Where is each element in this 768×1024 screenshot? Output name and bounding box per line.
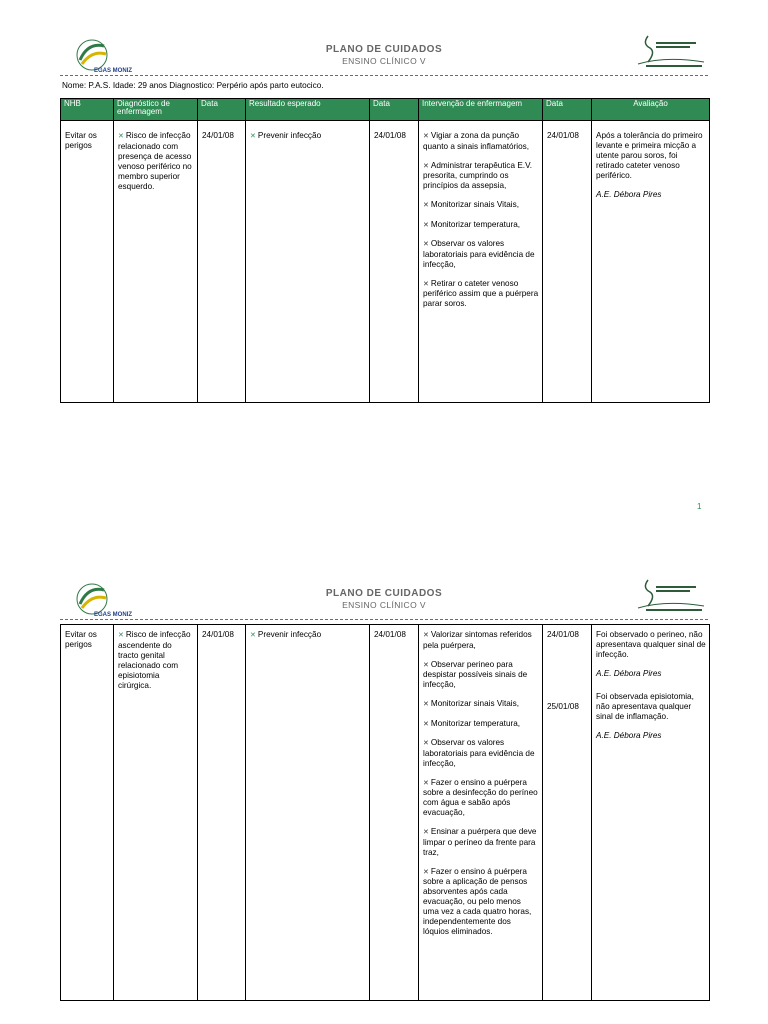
signature: A.E. Débora Pires (596, 731, 662, 740)
col-header-date: Data (370, 99, 419, 121)
document-title: PLANO DE CUIDADOS (325, 588, 443, 599)
intervention-item: ✕ Monitorizar temperatura, (423, 219, 521, 229)
signature: A.E. Débora Pires (596, 190, 662, 199)
intervention-item: ✕ Fazer o ensino a puérpera sobre a desinfecção do períneo com água e sabão após evacuação, (423, 777, 538, 818)
page-number: 1 (697, 502, 702, 511)
bullet-icon: ✕ (423, 740, 429, 748)
date-cell: 24/01/08 25/01/08 (543, 625, 592, 1001)
intervention-item: ✕ Observar os valores laboratoriais para evidência de infecção, (423, 239, 535, 269)
intervention-cell (419, 121, 543, 403)
bullet-icon: ✕ (423, 202, 429, 210)
bullet-icon: ✕ (250, 133, 256, 140)
date-cell: 24/01/08 (370, 625, 419, 1001)
page-header (60, 30, 708, 76)
evaluation-text: Após a tolerância do primeiro levante e primeira micção a utente parou soros, foi retirado cateter venoso periférico. (596, 131, 703, 180)
document-page-2 (0, 574, 768, 937)
intervention-item: ✕ Monitorizar sinais Vitais, (423, 699, 519, 709)
document-page-1 (0, 30, 768, 309)
intervention-cell (419, 625, 543, 1001)
diagnosis-cell: ✕ Risco de infecção ascendente do tracto genital relacionado com episiotomia cirúrgica. (114, 625, 198, 1001)
header-divider (60, 619, 708, 620)
document-title: PLANO DE CUIDADOS (325, 44, 443, 55)
col-header-evaluation: Avaliação (592, 99, 710, 121)
bullet-icon: ✕ (423, 632, 429, 639)
outcome-cell: ✕ Prevenir infecção (246, 625, 370, 1001)
intervention-item: ✕ Fazer o ensino á puérpera sobre a aplicação de pensos absorventes após cada evacuação, ou pelo menos uma vez a cada quatro horas, independentemente dos lóquios eliminados. (423, 866, 532, 937)
col-header-outcome: Resultado esperado (246, 99, 370, 121)
bullet-icon: ✕ (423, 868, 429, 876)
nhb-cell: Evitar os perigos (61, 121, 114, 403)
evaluation-text: Foi observado o perineo, não apresentava qualquer sinal de infecção. (596, 630, 706, 659)
evaluation-text: Foi observada episiotomia, não apresentava qualquer sinal de inflamação. (596, 692, 694, 721)
diagnosis-cell: ✕ Risco de infecção relacionado com presença de acesso venoso periférico no membro superior esquerdo. (114, 121, 198, 403)
date-cell: 24/01/08 (198, 121, 246, 403)
date-cell: 24/01/08 (198, 625, 246, 1001)
table-row (61, 625, 710, 1001)
table-row (61, 121, 710, 403)
bullet-icon: ✕ (423, 133, 429, 140)
document-subtitle: ENSINO CLÍNICO V (342, 56, 426, 66)
bullet-icon: ✕ (423, 829, 429, 837)
svg-text:EGAS MONIZ: EGAS MONIZ (94, 68, 133, 74)
hospital-logo (636, 578, 706, 614)
col-header-diagnosis: Diagnóstico de enfermagem (114, 99, 198, 121)
bullet-icon: ✕ (423, 720, 429, 728)
intervention-item: ✕ Observar perineo para despistar possíveis sinais de infecção, (423, 659, 528, 690)
intervention-item: ✕ Retirar o cateter venoso periférico assim que a puérpera parar soros. (423, 278, 539, 309)
intervention-item: ✕ Monitorizar sinais Vitais, (423, 200, 519, 210)
patient-info: Nome: P.A.S. Idade: 29 anos Diagnostico: Perpério após parto eutocico. (62, 81, 324, 90)
signature: A.E. Débora Pires (596, 669, 662, 678)
bullet-icon: ✕ (423, 779, 429, 787)
bullet-icon: ✕ (118, 133, 124, 140)
evaluation-cell (592, 121, 710, 403)
outcome-cell: ✕ Prevenir infecção (246, 121, 370, 403)
intervention-item: ✕ Ensinar a puérpera que deve limpar o períneo da frente para traz, (423, 827, 537, 857)
intervention-item: ✕ Administrar terapêutica E.V. presorita, cumprindo os princípios da assepsia, (423, 160, 533, 191)
bullet-icon: ✕ (423, 701, 429, 709)
intervention-item: ✕ Valorizar sintomas referidos pela puérpera, (423, 630, 532, 650)
document-subtitle: ENSINO CLÍNICO V (342, 600, 426, 610)
col-header-date: Data (198, 99, 246, 121)
nhb-cell: Evitar os perigos (61, 625, 114, 1001)
intervention-item: ✕ Vigiar a zona da punção quanto a sinais inflamatórios, (423, 131, 530, 151)
bullet-icon: ✕ (423, 241, 429, 249)
bullet-icon: ✕ (118, 632, 124, 639)
date-cell: 24/01/08 (370, 121, 419, 403)
intervention-item: ✕ Monitorizar temperatura, (423, 718, 521, 728)
svg-text:EGAS MONIZ: EGAS MONIZ (94, 612, 133, 618)
page-header (60, 574, 708, 620)
intervention-item: ✕ Observar os valores laboratoriais para evidência de infecção, (423, 738, 535, 768)
table-header-row (61, 99, 710, 121)
col-header-intervention: Intervenção de enfermagem (419, 99, 543, 121)
col-header-date: Data (543, 99, 592, 121)
evaluation-cell (592, 625, 710, 1001)
col-header-nhb: NHB (61, 99, 114, 121)
care-plan-table-2 (60, 624, 710, 1001)
hospital-logo (636, 34, 706, 70)
bullet-icon: ✕ (423, 280, 429, 288)
date-cell: 24/01/08 (543, 121, 592, 403)
bullet-icon: ✕ (250, 632, 256, 639)
care-plan-table-1 (60, 98, 710, 403)
bullet-icon: ✕ (423, 221, 429, 229)
header-divider (60, 75, 708, 76)
bullet-icon: ✕ (423, 661, 429, 669)
bullet-icon: ✕ (423, 162, 429, 170)
